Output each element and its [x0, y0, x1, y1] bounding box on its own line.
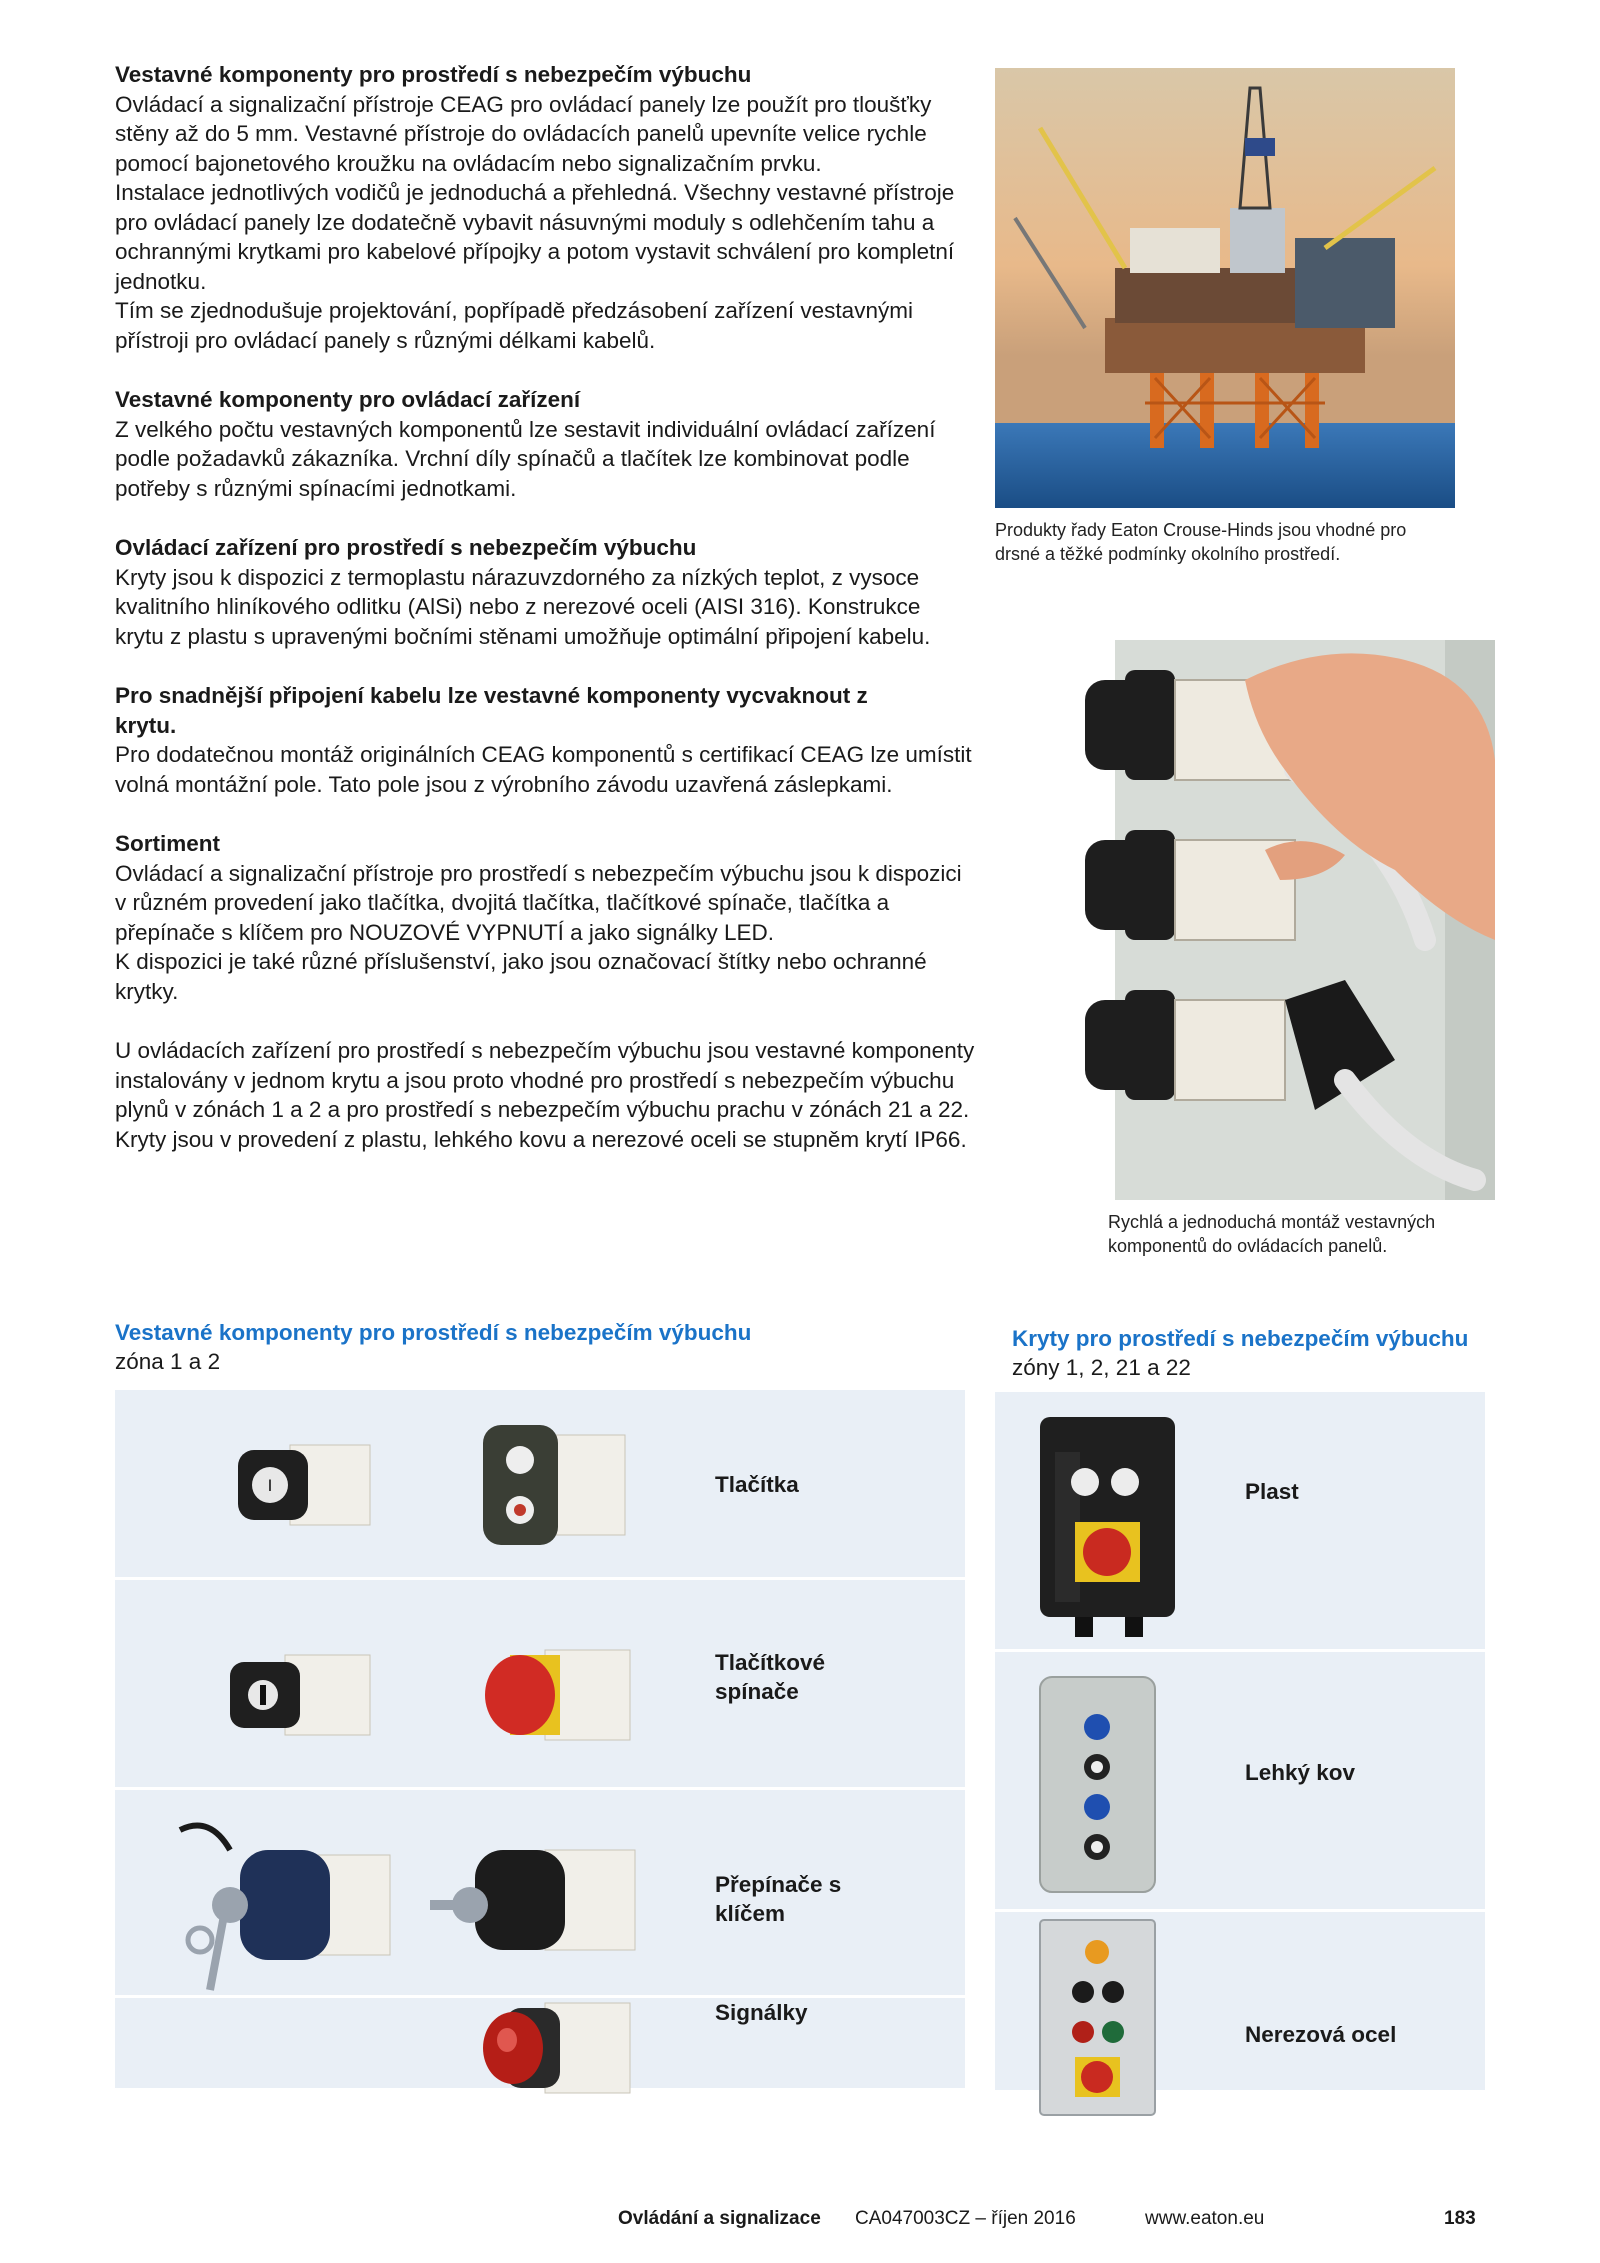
table-row: [115, 1790, 965, 1998]
svg-text:I: I: [267, 1476, 273, 1495]
components-table-subtitle: zóna 1 a 2: [115, 1349, 221, 1374]
section-paragraph: U ovládacích zařízení pro prostředí s nebezpečím výbuchu jsou vestavné komponenty instalovány v jednom krytu a jsou proto vhodné pro prostředí s nebezpečím výbuchu plynů v zónách 1 a 2 a pro prostředí s nebezpečím výbuchu prachu v zónách 21 a 22. Kryty jsou v provedení z plastu, lehkého kovu a nerezové oceli se stupněm krytí IP66.: [115, 1038, 975, 1152]
table-row: [995, 1912, 1485, 2090]
indicator-light-image: [475, 1988, 635, 2108]
footer-website[interactable]: www.eaton.eu: [1145, 2208, 1265, 2229]
row-label-push-switches: Tlačítkové spínače: [715, 1650, 826, 1704]
section-heading: Ovládací zařízení pro prostředí s nebezpečím výbuchu: [115, 535, 697, 560]
row-label-light-metal: Lehký kov: [1245, 1760, 1356, 1785]
table-row: [115, 1390, 965, 1580]
row-label-plastic: Plast: [1245, 1479, 1299, 1504]
row-label-pushbuttons: Tlačítka: [715, 1472, 799, 1497]
section-heading: Pro snadnější připojení kabelu lze vestavné komponenty vycvaknout z krytu.: [115, 683, 868, 738]
stainless-enclosure-image: [1035, 1917, 1165, 2122]
section-paragraph: Tím se zjednodušuje projektování, popřípadě předzásobení zařízení vestavnými přístroji pro ovládací panely s různými délkami kabelů.: [115, 298, 913, 353]
double-pushbutton-image: [475, 1415, 635, 1555]
enclosures-table-heading: [1012, 1324, 1468, 1382]
section-paragraph: K dispozici je také různé příslušenství, jako jsou označovací štítky nebo ochranné krytky.: [115, 949, 927, 1004]
section-hazardous-components: [115, 60, 975, 355]
section-paragraph: Kryty jsou k dispozici z termoplastu nárazuvzdorného za nízkých teplot, z vysoce kvalitního hliníkového odlitku (AlSi) nebo z nerezové oceli (AISI 316). Konstrukce krytu z plastu s upravenými bočními stěnami umožňuje optimální připojení kabelu.: [115, 564, 931, 649]
section-cable-connection: [115, 681, 975, 799]
row-label-indicator-lights: Signálky: [715, 2000, 808, 2025]
oil-platform-photo: [995, 68, 1455, 508]
section-heading: Vestavné komponenty pro ovládací zařízení: [115, 387, 581, 412]
components-table: [115, 1390, 965, 2088]
section-paragraph: Z velkého počtu vestavných komponentů lze sestavit individuální ovládací zařízení podle požadavků zákazníka. Vrchní díly spínačů a tlačítek lze kombinovat podle potřeby s různými spínacími jednotkami.: [115, 416, 936, 501]
mounting-caption: Rychlá a jednoduchá montáž vestavných komponentů do ovládacích panelů.: [1108, 1212, 1436, 1256]
components-table-title: Vestavné komponenty pro prostředí s nebezpečím výbuchu: [115, 1320, 752, 1345]
plastic-enclosure-image: [1035, 1412, 1185, 1642]
components-table-heading: [115, 1318, 751, 1376]
table-row: [995, 1652, 1485, 1912]
table-row: [115, 1580, 965, 1790]
footer-page-number: 183: [1444, 2208, 1476, 2229]
enclosures-table-title: Kryty pro prostředí s nebezpečím výbuchu: [1012, 1326, 1469, 1351]
table-row: [115, 1998, 965, 2088]
row-label-key-switches: Přepínače s klíčem: [715, 1872, 842, 1926]
section-zones: [115, 1036, 975, 1154]
platform-caption: Produkty řady Eaton Crouse-Hinds jsou vhodné pro drsné a těžké podmínky okolního prostředí.: [995, 520, 1407, 564]
row-label-stainless-steel: Nerezová ocel: [1245, 2022, 1397, 2047]
panel-mounting-photo: [1065, 640, 1495, 1200]
push-switch-image: [225, 1640, 375, 1750]
enclosures-table-subtitle: zóny 1, 2, 21 a 22: [1012, 1355, 1191, 1380]
enclosures-table: [995, 1392, 1485, 2090]
footer-section: Ovládání a signalizace: [618, 2208, 821, 2229]
footer-catalog: CA047003CZ – říjen 2016: [855, 2208, 1076, 2229]
section-heading: Vestavné komponenty pro prostředí s nebezpečím výbuchu: [115, 62, 752, 87]
section-range: [115, 829, 975, 1006]
section-control-components: [115, 385, 975, 503]
section-paragraph: Pro dodatečnou montáž originálních CEAG komponentů s certifikací CEAG lze umístit volná montážní pole. Tato pole jsou z výrobního závodu uzavřená záslepkami.: [115, 742, 972, 797]
section-paragraph: Ovládací a signalizační přístroje CEAG pro ovládací panely lze použít pro tloušťky stěny až do 5 mm. Vestavné přístroje do ovládacích panelů upevníte velice rychle pomocí bajonetového kroužku na ovládacím nebo signalizačním prvku.: [115, 91, 932, 176]
section-paragraph: Ovládací a signalizační přístroje pro prostředí s nebezpečím výbuchu jsou k dispozici v různém provedení jako tlačítka, dvojitá tlačítka, tlačítkové spínače, tlačítka a přepínače s klíčem pro NOUZOVÉ VYPNUTÍ a jako signálky LED.: [115, 860, 962, 945]
light-metal-enclosure-image: [1035, 1672, 1165, 1902]
emergency-stop-image: [475, 1630, 635, 1760]
section-control-stations: [115, 533, 975, 651]
key-switch-black-image: [425, 1830, 645, 1970]
body-text-column: [115, 60, 975, 1184]
section-paragraph: Instalace jednotlivých vodičů je jednoduchá a přehledná. Všechny vestavné přístroje pro ovládací panely lze dodatečně vybavit násuvnými moduly s odlehčením tahu a ochrannými krytkami pro kabelové přípojky a potom vystavit schválení pro kompletní jednotku.: [115, 180, 955, 294]
pushbutton-black-image: [230, 1430, 380, 1540]
table-row: [995, 1392, 1485, 1652]
section-heading: Sortiment: [115, 831, 221, 856]
key-switch-blue-image: [170, 1810, 400, 1995]
